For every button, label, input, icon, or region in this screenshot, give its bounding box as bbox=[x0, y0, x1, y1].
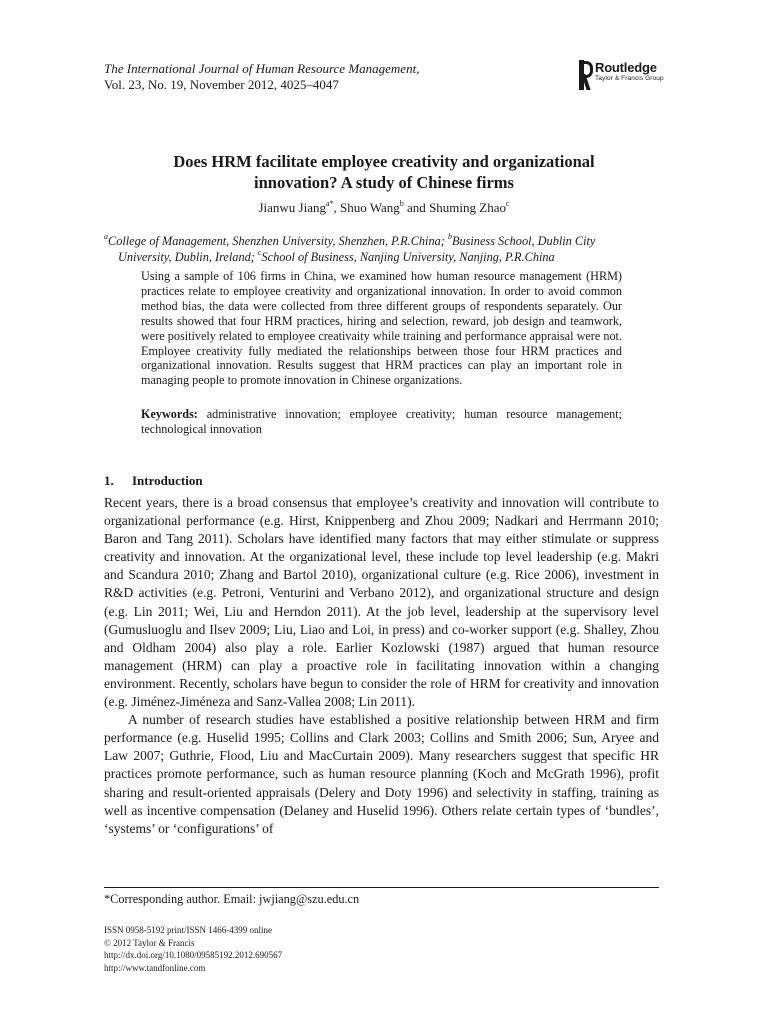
paragraph: A number of research studies have established a positive relationship between HRM and firm performance (e.g. Huselid 1995; Collins and Clark 2003; Collins and Smith 2006; Sun, Aryee and Law 2007; Guthrie, Flood, Liu and MacCurtain 2009). Many researchers suggest that specific HR practices promote performance, such as human resource planning (Koch and McGrath 1996), profit sharing and result-oriented appraisals (Delery and Doty 1996) and selectivity in staffing, training as well as incentive compensation (Delaney and Huselid 1996). Others relate certain types of ‘bundles’, ‘systems’ or ‘configurations’ of bbox=[104, 712, 659, 836]
article-title bbox=[104, 151, 664, 193]
author-name: Shuo Wang bbox=[340, 200, 400, 215]
doi-link[interactable]: http://dx.doi.org/10.1080/09585192.2012.690567 bbox=[104, 950, 283, 960]
author-affil-sup: b bbox=[399, 198, 404, 208]
publisher-logo bbox=[577, 60, 664, 90]
copyright: © 2012 Taylor & Francis bbox=[104, 937, 195, 948]
title-line-1: Does HRM facilitate employee creativity and organizational bbox=[173, 152, 595, 171]
author-affil-sup: c bbox=[505, 198, 510, 208]
journal-citation bbox=[104, 61, 419, 93]
section-body bbox=[104, 494, 659, 838]
section-heading bbox=[104, 473, 203, 489]
affiliation-b-cont: University, Dublin, Ireland; bbox=[118, 250, 258, 264]
section-number: 1. bbox=[104, 473, 114, 488]
keywords bbox=[141, 407, 622, 437]
corresponding-author-footnote: *Corresponding author. Email: jwjiang@szu.edu.cn bbox=[104, 892, 360, 906]
volume-info: Vol. 23, No. 19, November 2012, 4025–4047 bbox=[104, 77, 339, 92]
affiliation-c: School of Business, Nanjing University, Nanjing, P.R.China bbox=[261, 250, 555, 264]
author-name: Jianwu Jiang bbox=[258, 200, 326, 215]
footnote-rule bbox=[104, 887, 659, 888]
keywords-list: administrative innovation; employee creativity; human resource management; technological innovation bbox=[141, 407, 622, 436]
issn: ISSN 0958-5192 print/ISSN 1466-4399 online bbox=[104, 925, 273, 935]
author-list: Jianwu Jiang$^{a*}$, Shuo Wang$^b$ and Shuming Zhao$^c$ bbox=[258, 198, 510, 215]
author-affil-sup: a* bbox=[325, 198, 334, 208]
section-title: Introduction bbox=[132, 473, 203, 488]
publisher-name: Routledge bbox=[595, 60, 657, 75]
publication-meta bbox=[104, 924, 282, 974]
affiliation-a: College of Management, Shenzhen University, Shenzhen, P.R.China; bbox=[108, 234, 448, 248]
publisher-group: Taylor & Francis Group bbox=[595, 75, 664, 82]
paragraph: Recent years, there is a broad consensus that employee’s creativity and innovation will contribute to organizational performance (e.g. Hirst, Knippenberg and Zhou 2009; Nadkari and Herrmann 2010; Baron and Tang 2011). Scholars have identified many factors that may either stimulate or suppress creativity and innovation. At the organizational level, these include top level leadership (e.g. Makri and Scandura 2010; Zhang and Bartol 2010), organizational culture (e.g. Rice 2006), investment in R&D activities (e.g. Petroni, Venturini and Verbano 2012), and organizational structure and design (e.g. Lin 2011; Wei, Liu and Herndon 2011). At the job level, leadership at the supervisory level (Gumusluoglu and Ilsev 2009; Liu, Liao and Loi, in press) and co-worker support (e.g. Shalley, Zhou and Oldham 2004) also play a role. Earlier Kozlowski (1987) argued that human resource management (HRM) can play a proactive role in facilitating innovation within a changing environment. Recently, scholars have begun to consider the role of HRM for creativity and innovation (e.g. Jiménez-Jiméneza and Sanz-Vallea 2008; Lin 2011). bbox=[104, 495, 659, 710]
publisher-url[interactable]: http://www.tandfonline.com bbox=[104, 962, 206, 973]
journal-name: The International Journal of Human Resource Management, bbox=[104, 61, 420, 76]
affiliation-b: Business School, Dublin City bbox=[451, 234, 596, 248]
author-name: Shuming Zhao bbox=[429, 200, 506, 215]
affiliations: $^a$College of Management, Shenzhen University, Shenzhen, P.R.China; $^b$Business School, Dublin City University, Dublin, Ireland; $^c$School of Business, Nanjing University, Nanjing, P.R.China bbox=[104, 231, 596, 264]
routledge-r-icon bbox=[577, 60, 591, 90]
abstract: Using a sample of 106 firms in China, we examined how human resource management (HRM) practices relate to employee creativity and organizational innovation. In order to avoid common method bias, the data were collected from three different groups of respondents separately. Our results showed that four HRM practices, hiring and selection, reward, job design and teamwork, were positively related to employee creativaity while training and performance appraisal were not. Employee creativity fully mediated the relationships between those four HRM practices and organizational innovation. Results suggest that HRM practices can play an important role in managing people to promote innovation in Chinese organizations. bbox=[141, 269, 622, 388]
title-line-2: innovation? A study of Chinese firms bbox=[254, 173, 514, 192]
keywords-label: Keywords: bbox=[141, 407, 198, 421]
